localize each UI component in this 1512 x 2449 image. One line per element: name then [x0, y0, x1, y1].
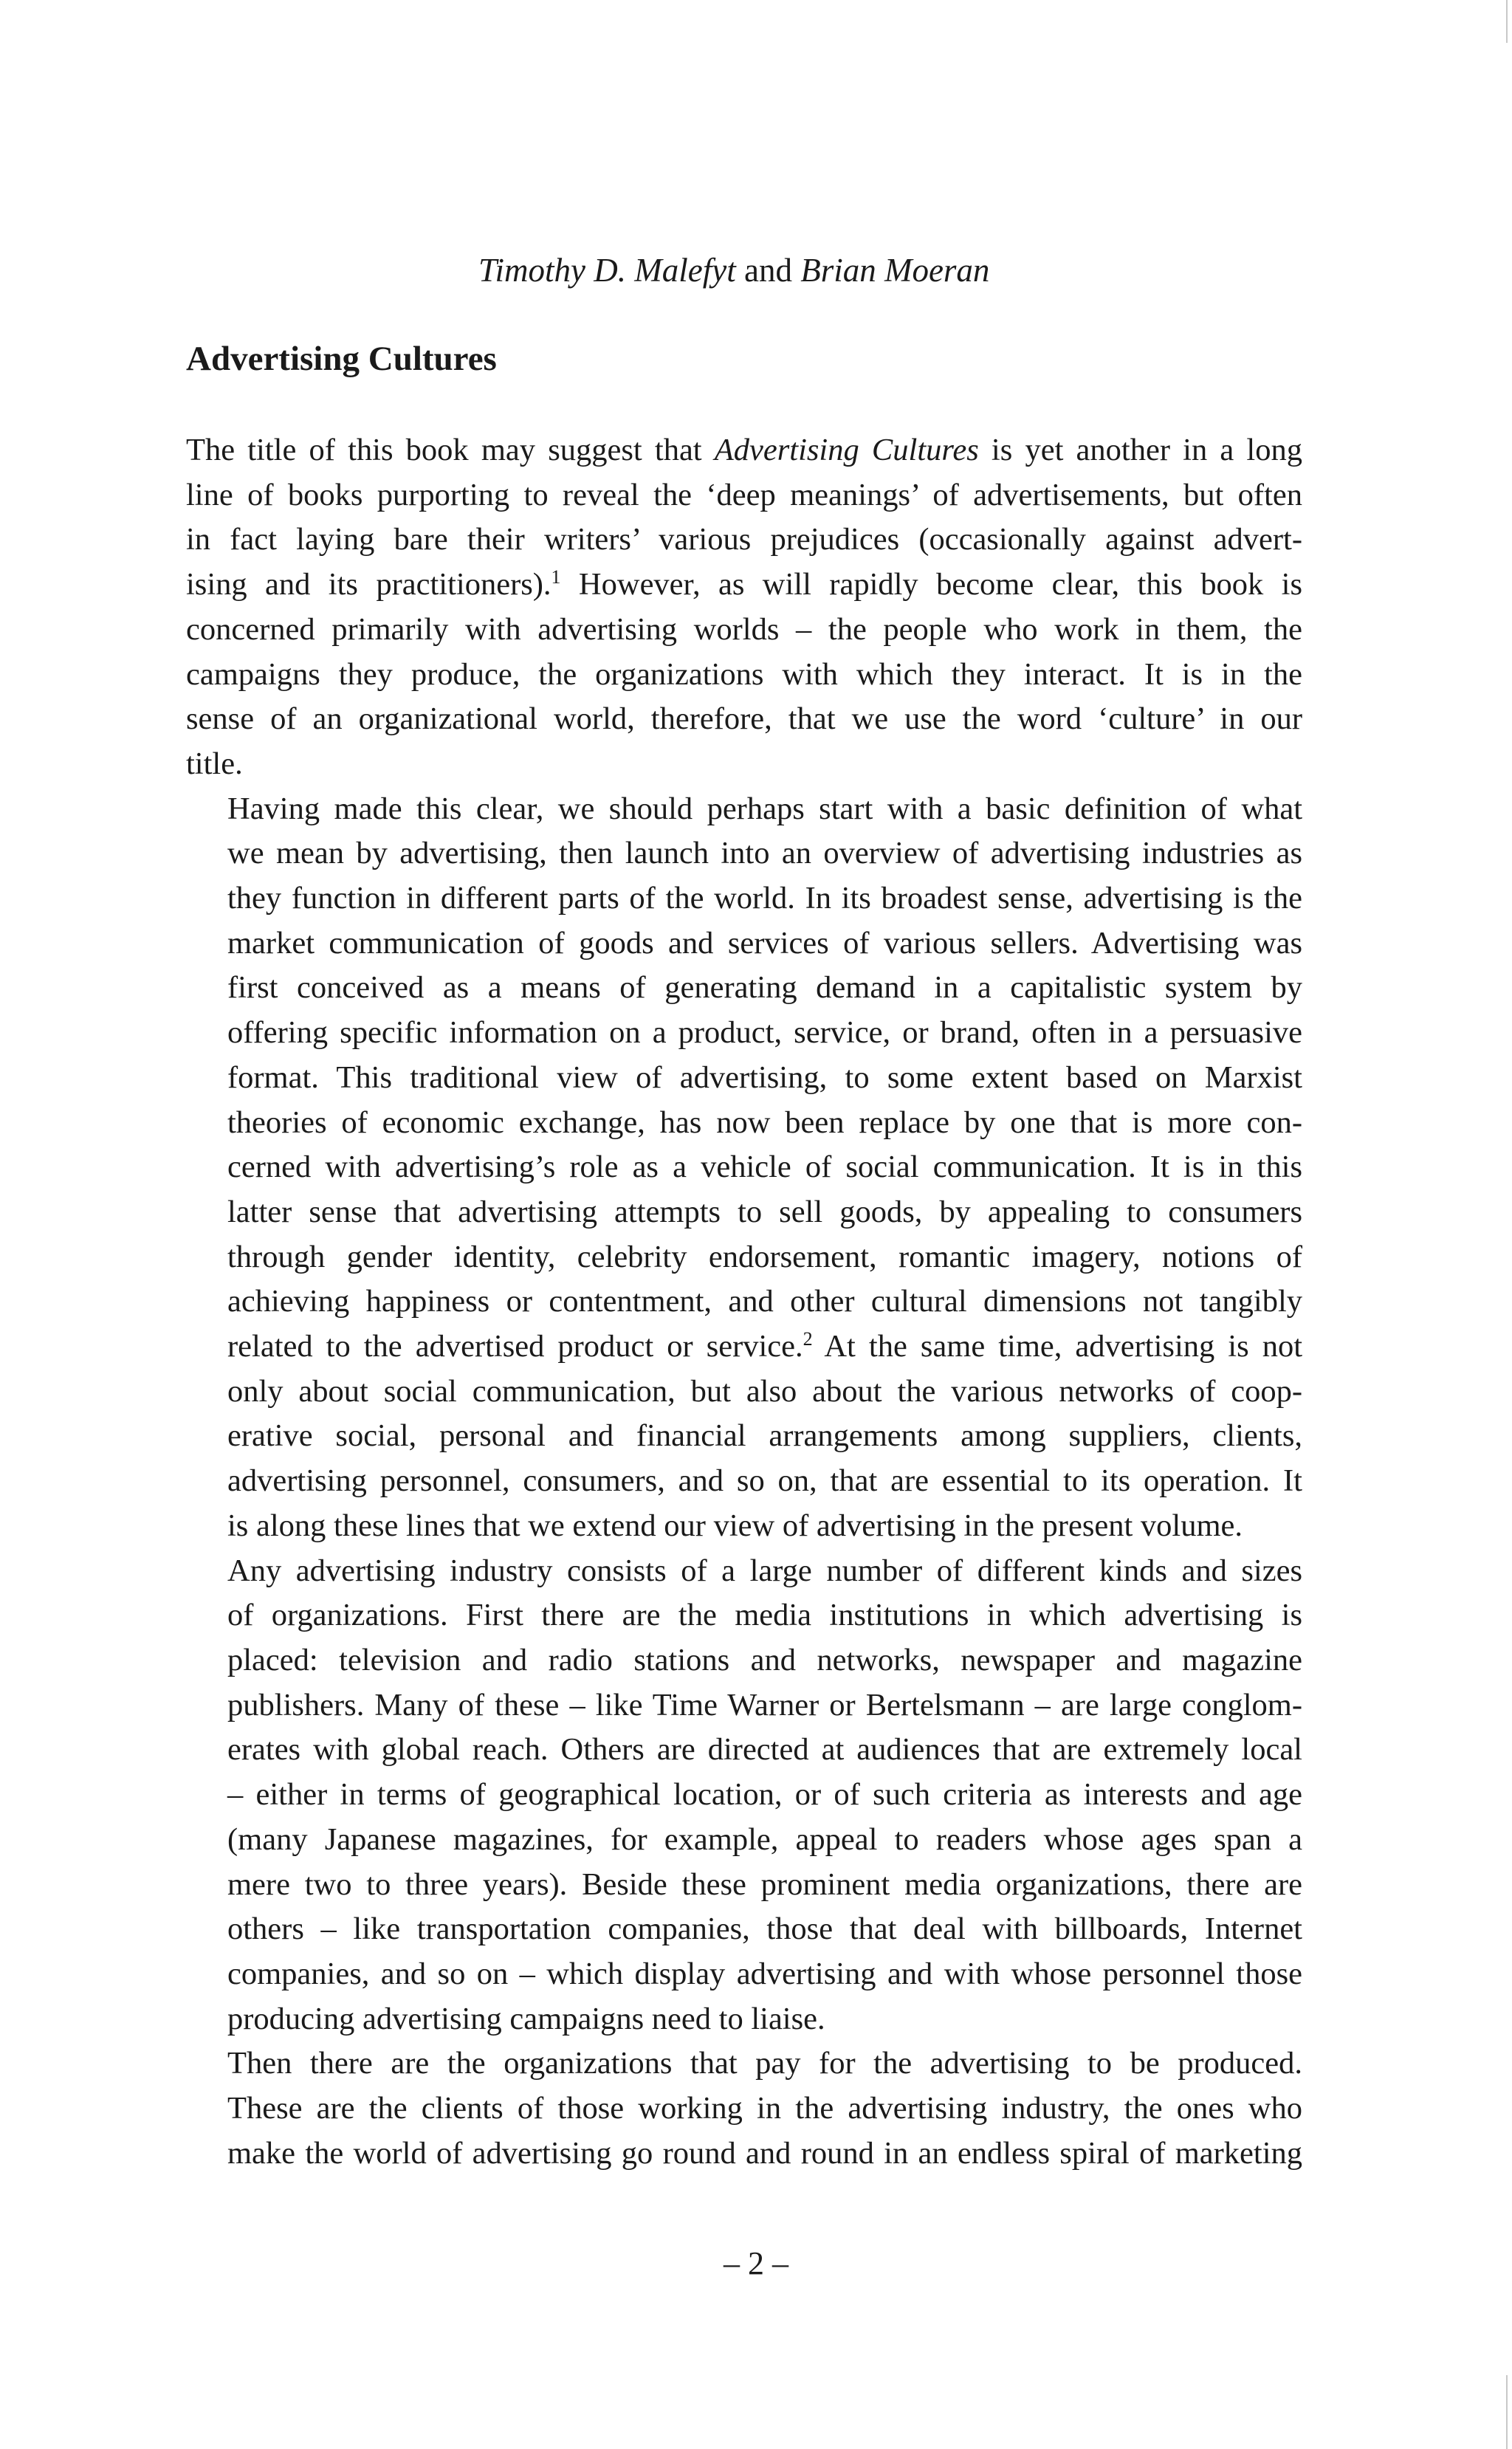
- text-line: title.: [186, 746, 243, 781]
- paragraph: [186, 428, 1302, 787]
- text-line: erates with global reach. Others are directed at audiences that are extremely local: [227, 1732, 1302, 1768]
- text-line: achieving happiness or contentment, and other cultural dimensions not tangibly: [227, 1284, 1302, 1319]
- text-line: erative social, personal and financial arrangements among suppliers, clients,: [227, 1418, 1302, 1454]
- text-line: we mean by advertising, then launch into an overview of advertising industries as: [227, 836, 1302, 871]
- author-connector: and: [735, 252, 801, 289]
- text-line: companies, and so on – which display advertising and with whose personnel those: [227, 1956, 1302, 1991]
- text-line: ising and its practitioners).$^1$ However, as will rapidly become clear, this book is: [186, 566, 1303, 602]
- text-line: sense of an organizational world, therefore, that we use the word ‘culture’ in our: [186, 701, 1302, 737]
- text-line: offering specific information on a product, service, or brand, often in a persuasive: [227, 1015, 1302, 1051]
- footnote-marker[interactable]: 2: [803, 1328, 813, 1350]
- text-line: cerned with advertising’s role as a vehicle of social communication. It is in this: [227, 1150, 1302, 1185]
- text-line: market communication of goods and services of various sellers. Advertising was: [227, 925, 1302, 961]
- text-line: they function in different parts of the world. In its broadest sense, advertising is the: [227, 881, 1302, 916]
- text-line: publishers. Many of these – like Time Warner or Bertelsmann – are large conglom-: [227, 1687, 1302, 1722]
- text-line: line of books purporting to reveal the ‘deep meanings’ of advertisements, but often: [186, 477, 1302, 512]
- paragraph: [186, 2041, 1302, 2176]
- text-line: in fact laying bare their writers’ various prejudices (occasionally against advert-: [186, 522, 1302, 557]
- text-line: latter sense that advertising attempts to sell goods, by appealing to consumers: [227, 1194, 1302, 1229]
- text-line: advertising personnel, consumers, and so on, that are essential to its operation. It: [227, 1463, 1302, 1499]
- text-line: Having made this clear, we should perhaps start with a basic definition of what: [227, 791, 1302, 826]
- author-1: Timothy D. Malefyt: [478, 252, 736, 289]
- text-line: Then there are the organizations that pay for the advertising to be produced.: [227, 2046, 1302, 2081]
- paragraph: [186, 1549, 1302, 2042]
- text-line: format. This traditional view of advertising, to some extent based on Marxist: [227, 1059, 1302, 1095]
- text-line: make the world of advertising go round and round in an endless spiral of marketing: [227, 2135, 1302, 2171]
- text-line: The title of this book may suggest that Advertising Cultures is yet another in a long: [186, 433, 1302, 467]
- page-number: – 2 –: [724, 2245, 788, 2281]
- text-line: of organizations. First there are the media institutions in which advertising is: [227, 1598, 1302, 1633]
- author-line: [478, 248, 989, 292]
- text-line: – either in terms of geographical location, or of such criteria as interests and age: [227, 1777, 1302, 1813]
- text-line: concerned primarily with advertising worlds – the people who work in them, the: [186, 611, 1302, 647]
- text-line: Any advertising industry consists of a large number of different kinds and sizes: [227, 1553, 1302, 1588]
- text-line: is along these lines that we extend our view of advertising in the present volume.: [227, 1508, 1243, 1543]
- text-line: through gender identity, celebrity endorsement, romantic imagery, notions of: [227, 1239, 1302, 1274]
- text-line: related to the advertised product or service.$^2$ At the same time, advertising is not: [227, 1328, 1303, 1364]
- author-2: Brian Moeran: [800, 252, 990, 289]
- text-line: first conceived as a means of generating demand in a capitalistic system by: [227, 970, 1302, 1006]
- text-line: placed: television and radio stations and networks, newspaper and magazine: [227, 1642, 1302, 1677]
- text-line: theories of economic exchange, has now been replace by one that is more con-: [227, 1105, 1302, 1140]
- text-line: campaigns they produce, the organizations with which they interact. It is in the: [186, 656, 1302, 692]
- page-edge-mark-bottom: [1506, 2375, 1508, 2449]
- chapter-title: Advertising Cultures: [186, 340, 497, 378]
- italic-title: Advertising Cultures: [714, 433, 979, 467]
- text-line: only about social communication, but also about the various networks of coop-: [227, 1373, 1302, 1409]
- page-edge-mark-top: [1506, 0, 1508, 43]
- text-line: (many Japanese magazines, for example, appeal to readers whose ages span a: [227, 1821, 1302, 1857]
- text-line: others – like transportation companies, those that deal with billboards, Internet: [227, 1912, 1302, 1947]
- footnote-marker[interactable]: 1: [551, 566, 561, 588]
- paragraph: [186, 787, 1302, 1549]
- text-line: producing advertising campaigns need to liaise.: [227, 2001, 825, 2036]
- text-line: These are the clients of those working in the advertising industry, the ones who: [227, 2091, 1302, 2126]
- body-text: [186, 428, 1302, 2176]
- text-line: mere two to three years). Beside these prominent media organizations, there are: [227, 1866, 1302, 1902]
